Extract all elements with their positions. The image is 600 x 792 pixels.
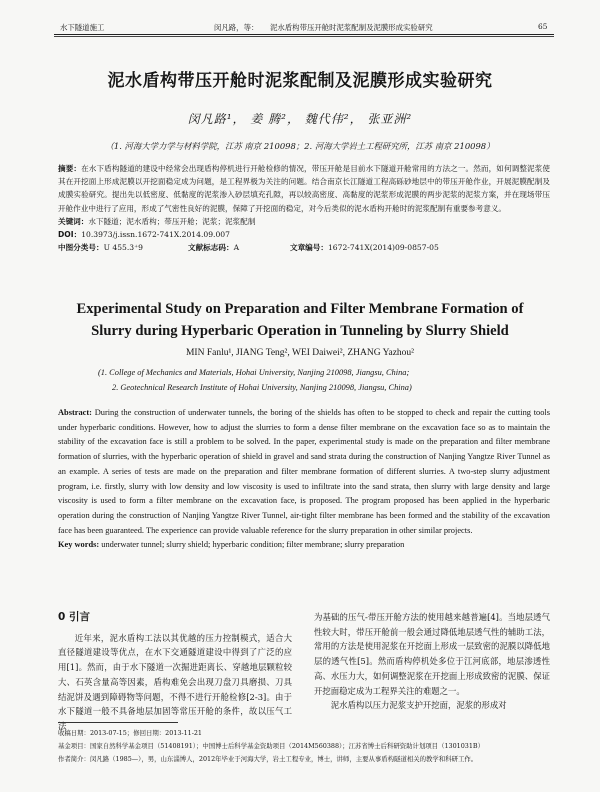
- en-affiliation: [98, 366, 558, 395]
- cn-clc: [58, 241, 143, 254]
- cn-doccode: [188, 241, 239, 254]
- header-page-number: 65: [538, 22, 548, 31]
- cn-abstract-text: 在水下盾构隧道的建设中经常会出现盾构停机进行开舱检修的情况，带压开舱是目前水下隧道开舱常用的方法之一。然而，如何调整泥浆使其在开挖面上形成泥膜以开挖面稳定成为问题，是工程界极为关注的问题。结合南京长江隧道工程高砾砂地层中的带压开舱作业，开展泥膜配制及成膜实验研究。提出先以低密度、低黏度的泥浆渗入砂层填充孔隙，再以较高密度、高黏度的泥浆形成泥膜的两步泥浆的泥浆方案，并在现场带压开舱作业中进行了应用，形成了气密性良好的泥膜，保障了开挖面的稳定，对今后类似的泥水盾构开舱时的泥浆配制有重要参考意义。: [58, 164, 551, 213]
- cn-affiliation: （1. 河海大学力学与材料学院，江苏 南京 210098；2. 河海大学岩土工程研究所，江苏 南京 210098）: [105, 141, 495, 151]
- cn-doccode-text: A: [233, 242, 240, 252]
- cn-clc-text: U 455.3⁺9: [103, 242, 143, 252]
- cn-doi-label: DOI：: [58, 229, 82, 239]
- en-affiliation-1: (1. College of Mechanics and Materials, Hohai University, Nanjing 210098, Jiangsu, China;: [98, 368, 410, 377]
- en-abstract: [58, 406, 550, 538]
- cn-title: 泥水盾构带压开舱时泥浆配制及泥膜形成实验研究: [107, 71, 493, 91]
- body-left-column: [58, 610, 292, 734]
- cn-article-label: 文章编号：: [290, 242, 328, 252]
- en-authors: MIN Fanlu¹, JIANG Teng², WEI Daiwei², ZHANG Yazhou²: [185, 348, 415, 358]
- cn-article-text: 1672-741X(2014)09-0857-05: [327, 242, 439, 252]
- en-title-line1: Experimental Study on Preparation and Filter Membrane Formation of: [76, 301, 524, 317]
- header-journal: 水下隧道施工: [60, 23, 105, 32]
- cn-abstract: [58, 162, 550, 215]
- cn-keywords-text: 水下隧道；泥水盾构；带压开舱；泥浆；泥浆配制: [88, 216, 256, 226]
- en-abstract-label: Abstract:: [58, 408, 92, 417]
- running-header: [0, 18, 600, 34]
- cn-doccode-label: 文献标志码：: [188, 242, 234, 252]
- header-rule: [54, 34, 554, 35]
- en-keywords-label: Key words:: [58, 540, 100, 550]
- cn-clc-label: 中图分类号：: [58, 242, 104, 252]
- section-title-introduction: 0 引言: [58, 611, 90, 623]
- en-abstract-block: [58, 406, 550, 553]
- en-keywords: [58, 538, 550, 553]
- cn-classification-row: [58, 241, 550, 254]
- en-title-line2: Slurry during Hyperbaric Operation in Tunneling by Slurry Shield: [91, 323, 509, 339]
- body-left-paragraph: 近年来，泥水盾构工法以其优越的压力控制模式，适合大直径隧道建设等优点，在水下交通隧道建设中得到了广泛的应用[1]。然而，由于水下隧道一次掘进距离长、穿越地层颗粒较大、石英含量高等因素，盾构难免会出现刀盘刀具磨损、刀具结泥饼及遇到障碍物等问题，不得不进行开舱检修[2-3]。由于水下隧道一般不具备地层加固等常压开舱的条件，故以压气工法: [58, 632, 292, 731]
- cn-authors: 闵凡路¹， 姜 腾²， 魏代伟²， 张亚洲²: [187, 112, 413, 126]
- en-title: [0, 298, 600, 342]
- footnotes: [58, 727, 558, 766]
- header-rule-thin: [54, 36, 554, 37]
- footnote-received: 收稿日期：2013-07-15；修回日期：2013-11-21: [58, 729, 202, 737]
- cn-doi: [58, 228, 550, 241]
- body-right-paragraph-2: 泥水盾构以压力泥浆支护开挖面，泥浆的形成对: [330, 700, 507, 711]
- footnote-fund: 基金项目：国家自然科学基金项目（51408191）；中国博士后科学基金资助项目（2014M560388）；江苏省博士后科研资助计划项目（1301031B）: [58, 742, 485, 750]
- cn-keywords-label: 关键词：: [58, 216, 89, 226]
- cn-abstract-label: 摘要：: [58, 164, 82, 173]
- en-keywords-text: underwater tunnel; slurry shield; hyperbaric condition; filter membrane; slurry preparation: [101, 540, 405, 550]
- body-right-column: [314, 610, 550, 713]
- body-right-paragraph: 为基础的压气-带压开舱方法的使用越来越普遍[4]。当地层透气性较大时，带压开舱前一般会通过降低地层透气性的辅助工法，常用的方法是使用泥浆在开挖面上形成一层致密的泥膜以降低地层的透气性[5]。然而盾构停机处多位于江河底部，地层渗透性高、水压力大，如何调整泥浆在开挖面上形成致密的泥膜、保证开挖面稳定成为工程界关注的难题之一。: [314, 612, 550, 696]
- cn-abstract-block: [58, 162, 550, 254]
- en-affiliation-2: 2. Geotechnical Research Institute of Hohai University, Nanjing 210098, Jiangsu, China): [112, 382, 412, 392]
- footnote-author: 作者简介：闵凡路（1985—），男，山东淄博人，2012年毕业于河海大学，岩土工程专业，博士，讲师，主要从事盾构隧道相关的教学和科研工作。: [58, 755, 478, 763]
- cn-doi-text: 10.3973/j.issn.1672-741X.2014.09.007: [81, 229, 230, 239]
- header-authors: 闵凡路，等：: [214, 23, 259, 32]
- header-running-title: 泥水盾构带压开舱时泥浆配制及泥膜形成实验研究: [270, 23, 433, 32]
- cn-article-no: [290, 241, 439, 254]
- footnote-rule: [58, 722, 178, 723]
- cn-keywords: [58, 215, 550, 228]
- en-abstract-text: During the construction of underwater tunnels, the boring of the shields has often to be stopped to check and repair the cutting tools under hyperbaric conditions. However, how to adjust the slurries to form a dense filter membrane on the excavation face so as to maintain the stability of the excavation face is still a problem to be solved. In the paper, experimental study is made on the preparation and filter membrane formation of slurries, with the hyperbaric operation of shield in gravel and sand strata during the construction of Nanjing Yangtze River Tunnel as an example. A series of tests are made on the preparation and filter membrane formation of different slurries. A two-step slurry adjustment program, i.e. firstly, slurry with low density and low viscosity is used to infiltrate into the sand strata, then slurry with large density and large viscosity is used to form a filter membrane on the excavation face, is proposed. The program proposed has been applied in the hyperbaric operation during the construction of Nanjing Yangtze River Tunnel, air-tight filter membrane has been formed and the stability of the excavation face has been guaranteed. The experience can provide valuable reference for the slurry preparation in other similar projects.: [58, 408, 550, 535]
